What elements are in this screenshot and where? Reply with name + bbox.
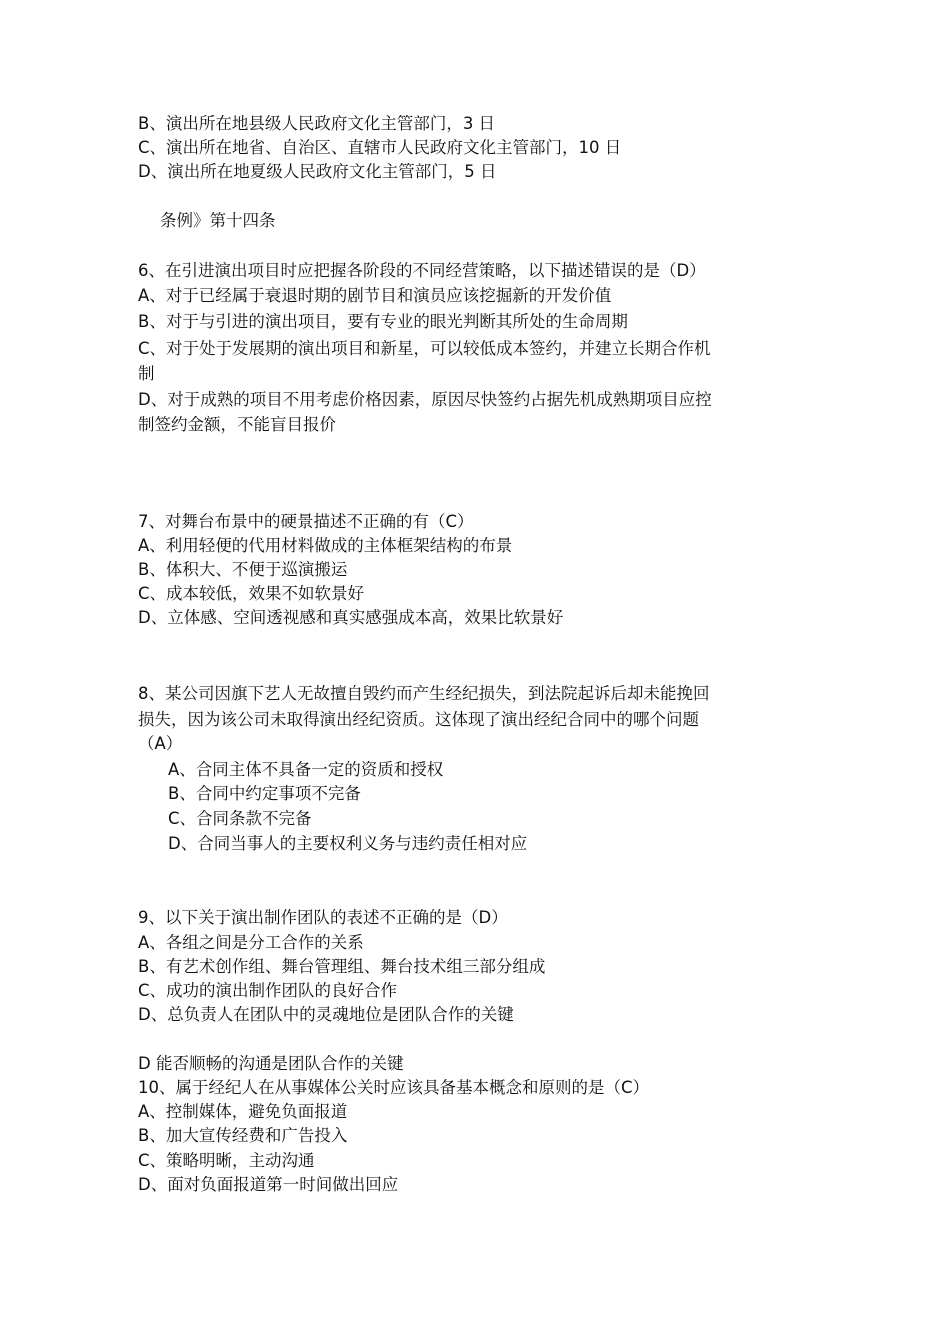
q10-option-a: A、控制媒体，避免负面报道 — [138, 1102, 348, 1121]
q8-stem-line3: （A） — [138, 734, 183, 753]
q9-option-a: A、各组之间是分工合作的关系 — [138, 933, 364, 952]
q5-option-b: B、演出所在地县级人民政府文化主管部门，3 日 — [138, 114, 496, 133]
q5-option-d: D、演出所在地夏级人民政府文化主管部门，5 日 — [138, 162, 497, 181]
q7-stem: 7、对舞台布景中的硬景描述不正确的有（C） — [138, 512, 474, 531]
q8-option-d: D、合同当事人的主要权利义务与违约责任相对应 — [168, 834, 528, 853]
q10-option-b: B、加大宣传经费和广告投入 — [138, 1126, 348, 1145]
q6-option-b: B、对于与引进的演出项目，要有专业的眼光判断其所处的生命周期 — [138, 312, 628, 331]
q6-option-c: C、对于处于发展期的演出项目和新星，可以较低成本签约，并建立长期合作机 — [138, 339, 711, 358]
q5-note: 条例》第十四条 — [160, 211, 276, 230]
q9-option-b: B、有艺术创作组、舞台管理组、舞台技术组三部分组成 — [138, 957, 546, 976]
q7-option-a: A、利用轻便的代用材料做成的主体框架结构的布景 — [138, 536, 513, 555]
q8-option-c: C、合同条款不完备 — [168, 809, 312, 828]
q6-option-d-cont: 制签约金额，不能盲目报价 — [138, 415, 336, 434]
q9-answer-note: D 能否顺畅的沟通是团队合作的关键 — [138, 1054, 404, 1073]
q9-option-d: D、总负责人在团队中的灵魂地位是团队合作的关键 — [138, 1005, 514, 1024]
q10-stem: 10、属于经纪人在从事媒体公关时应该具备基本概念和原则的是（C） — [138, 1078, 650, 1097]
q8-option-b: B、合同中约定事项不完备 — [168, 784, 361, 803]
q5-option-c: C、演出所在地省、自治区、直辖市人民政府文化主管部门，10 日 — [138, 138, 622, 157]
q7-option-d: D、立体感、空间透视感和真实感强成本高，效果比软景好 — [138, 608, 564, 627]
q9-option-c: C、成功的演出制作团队的良好合作 — [138, 981, 398, 1000]
q9-stem: 9、以下关于演出制作团队的表述不正确的是（D） — [138, 908, 508, 927]
q7-option-c: C、成本较低，效果不如软景好 — [138, 584, 365, 603]
q6-option-c-cont: 制 — [138, 364, 155, 383]
q8-option-a: A、合同主体不具备一定的资质和授权 — [168, 760, 444, 779]
q7-option-b: B、体积大、不便于巡演搬运 — [138, 560, 348, 579]
q6-stem: 6、在引进演出项目时应把握各阶段的不同经营策略，以下描述错误的是（D） — [138, 261, 706, 280]
q6-option-d: D、对于成熟的项目不用考虑价格因素，原因尽快签约占据先机成熟期项目应控 — [138, 390, 712, 409]
q6-option-a: A、对于已经属于衰退时期的剧节目和演员应该挖掘新的开发价值 — [138, 286, 612, 305]
q8-stem-line2: 损失，因为该公司未取得演出经纪资质。这体现了演出经纪合同中的哪个问题 — [138, 710, 699, 729]
q8-stem-line1: 8、某公司因旗下艺人无故擅自毁约而产生经纪损失，到法院起诉后却未能挽回 — [138, 684, 710, 703]
q10-option-c: C、策略明晰，主动沟通 — [138, 1151, 315, 1170]
q10-option-d: D、面对负面报道第一时间做出回应 — [138, 1175, 399, 1194]
